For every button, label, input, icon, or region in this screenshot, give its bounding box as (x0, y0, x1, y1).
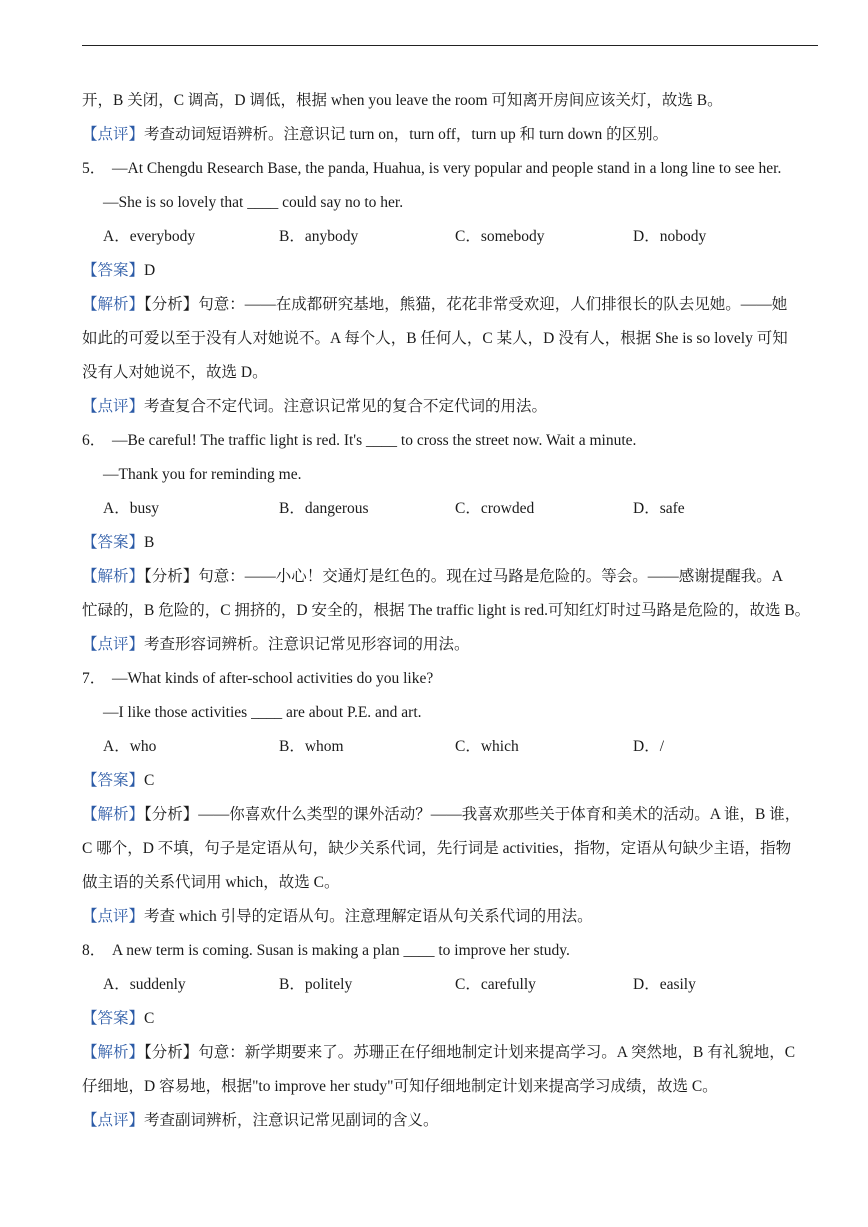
option-c: C．carefully (455, 976, 536, 993)
comment-text: 考查复合不定代词。注意识记常见的复合不定代词的用法。 (144, 398, 548, 415)
question-8 (82, 934, 818, 1138)
comment-line (82, 118, 818, 152)
answer-value: B (144, 534, 155, 551)
option-b: B．whom (279, 738, 344, 755)
options-row (82, 492, 818, 526)
question-5 (82, 152, 818, 424)
options-row (82, 220, 818, 254)
analysis-text: 句意：——小心！交通灯是红色的。现在过马路是危险的。等会。——感谢提醒我。A (198, 568, 783, 585)
option-c: C．which (455, 738, 519, 755)
answer-value: C (144, 1010, 155, 1027)
comment-line (82, 390, 818, 424)
comment-line (82, 628, 818, 662)
analysis-line: 如此的可爱以至于没有人对她说不。A 每个人，B 任何人，C 某人，D 没有人，根据 She is so lovely 可知 (82, 330, 788, 347)
option-d: D．easily (633, 976, 696, 993)
comment-text: 考查动词短语辨析。注意识记 turn on，turn off，turn up 和 turn down 的区别。 (144, 126, 669, 143)
option-a: A．busy (103, 500, 159, 517)
question-number: 7． (82, 670, 106, 687)
stem-text: —Be careful! The traffic light is red. It's ____ to cross the street now. Wait a minute. (112, 432, 637, 449)
analysis-tag: 【分析】 (144, 1044, 199, 1061)
document-body (82, 84, 818, 1138)
analysis-line: C 哪个，D 不填，句子是定语从句，缺少关系代词，先行词是 activities，指物，定语从句缺少主语，指物 (82, 840, 792, 857)
options-row (82, 968, 818, 1002)
analysis-label: 【解析】 (82, 806, 145, 823)
question-stem (82, 424, 818, 458)
stem-text: —What kinds of after-school activities do you like? (112, 670, 434, 687)
analysis-label: 【解析】 (82, 296, 145, 313)
option-b: B．politely (279, 976, 353, 993)
analysis-line: 做主语的关系代词用 which，故选 C。 (82, 874, 340, 891)
comment-label: 【点评】 (82, 908, 145, 925)
answer-label: 【答案】 (82, 534, 145, 551)
answer-label: 【答案】 (82, 772, 145, 789)
analysis-tag: 【分析】 (144, 296, 199, 313)
option-d: D．safe (633, 500, 685, 517)
option-c: C．somebody (455, 228, 545, 245)
stem-text: —At Chengdu Research Base, the panda, Huahua, is very popular and people stand in a long line to see her. (112, 160, 782, 177)
header-rule (82, 45, 818, 46)
answer-label: 【答案】 (82, 1010, 145, 1027)
comment-label: 【点评】 (82, 1112, 145, 1129)
option-b: B．dangerous (279, 500, 369, 517)
analysis-text: 句意：——在成都研究基地，熊猫，花花非常受欢迎，人们排很长的队去见她。——她 (198, 296, 788, 313)
answer-value: C (144, 772, 155, 789)
analysis-line (82, 798, 818, 832)
question-stem (82, 934, 818, 968)
question-stem (82, 152, 818, 186)
answer-line (82, 526, 818, 560)
question-stem-2: —I like those activities ____ are about P.E. and art. (103, 704, 422, 721)
analysis-line (82, 288, 818, 322)
comment-label: 【点评】 (82, 398, 145, 415)
analysis-tag: 【分析】 (144, 806, 199, 823)
answer-line (82, 764, 818, 798)
comment-line (82, 1104, 818, 1138)
analysis-line: 仔细地，D 容易地，根据"to improve her study"可知仔细地制定计划来提高学习成绩，故选 C。 (82, 1078, 718, 1095)
analysis-line (82, 1036, 818, 1070)
answer-line (82, 1002, 818, 1036)
analysis-label: 【解析】 (82, 1044, 145, 1061)
question-number: 8． (82, 942, 106, 959)
answer-value: D (144, 262, 156, 279)
analysis-tag: 【分析】 (144, 568, 199, 585)
comment-label: 【点评】 (82, 126, 145, 143)
option-a: A．who (103, 738, 157, 755)
question-number: 6． (82, 432, 106, 449)
option-d: D．/ (633, 738, 665, 755)
option-a: A．everybody (103, 228, 196, 245)
continued-text: 开，B 关闭，C 调高，D 调低，根据 when you leave the room 可知离开房间应该关灯，故选 B。 (82, 92, 723, 109)
comment-text: 考查 which 引导的定语从句。注意理解定语从句关系代词的用法。 (144, 908, 593, 925)
question-stem-2: —Thank you for reminding me. (103, 466, 302, 483)
question-7 (82, 662, 818, 934)
answer-label: 【答案】 (82, 262, 145, 279)
analysis-line: 没有人对她说不，故选 D。 (82, 364, 268, 381)
analysis-line: 忙碌的，B 危险的，C 拥挤的，D 安全的，根据 The traffic light is red.可知红灯时过马路是危险的，故选 B。 (82, 602, 811, 619)
option-c: C．crowded (455, 500, 535, 517)
comment-text: 考查形容词辨析。注意识记常见形容词的用法。 (144, 636, 470, 653)
stem-text: A new term is coming. Susan is making a plan ____ to improve her study. (112, 942, 570, 959)
analysis-line (82, 560, 818, 594)
analysis-label: 【解析】 (82, 568, 145, 585)
options-row (82, 730, 818, 764)
question-6 (82, 424, 818, 662)
comment-line (82, 900, 818, 934)
question-stem-2: —She is so lovely that ____ could say no to her. (103, 194, 404, 211)
comment-text: 考查副词辨析，注意识记常见副词的含义。 (144, 1112, 439, 1129)
answer-line (82, 254, 818, 288)
option-a: A．suddenly (103, 976, 186, 993)
option-d: D．nobody (633, 228, 707, 245)
analysis-text: 句意：新学期要来了。苏珊正在仔细地制定计划来提高学习。A 突然地，B 有礼貌地，C (198, 1044, 796, 1061)
question-stem (82, 662, 818, 696)
question-number: 5． (82, 160, 106, 177)
option-b: B．anybody (279, 228, 359, 245)
comment-label: 【点评】 (82, 636, 145, 653)
analysis-text: ——你喜欢什么类型的课外活动？——我喜欢那些关于体育和美术的活动。A 谁，B 谁， (198, 806, 801, 823)
